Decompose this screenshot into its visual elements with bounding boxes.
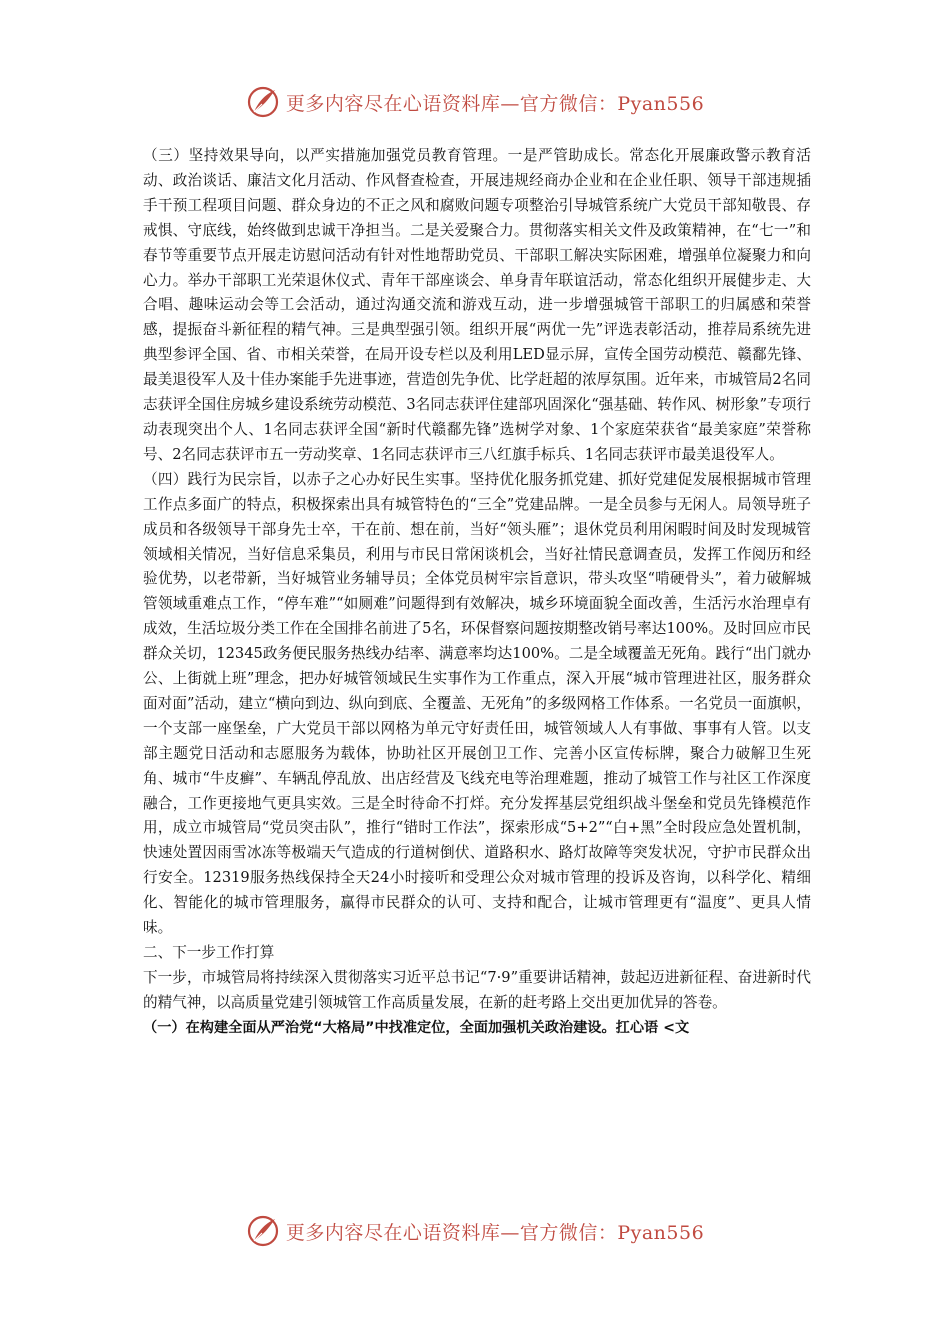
paragraph-section-4: （四）践行为民宗旨，以赤子之心办好民生实事。坚持优化服务抓党建、抓好党建促发展根据城市管理工作点多面广的特点，积极探索出具有城管特色的“三全”党建品牌。一是全员参与无闲人。局领导班子成员和各级领导干部身先士卒，干在前、想在前，当好“领头雁”；退休党员利用闲暇时间及时发现城管领域相关情况，当好信息采集员，利用与市民日常闲谈机会，当好社情民意调查员，发挥工作阅历和经验优势，以老带新，当好城管业务辅导员；全体党员树牢宗旨意识，带头攻坚“啃硬骨头”，着力破解城管领域重难点工作，“停车难”“如厕难”问题得到有效解决，城乡环境面貌全面改善，生活污水治理卓有成效，生活垃圾分类工作在全国排名前进了5名，环保督察问题按期整改销号率达100%。及时回应市民群众关切，12345政务便民服务热线办结率、满意率均达100%。二是全域覆盖无死角。践行“出门就办公、上街就上班”理念，把办好城管领域民生实事作为工作重点，深入开展“城市管理进社区，服务群众面对面”活动，建立“横向到边、纵向到底、全覆盖、无死角”的多级网格工作体系。一名党员一面旗帜，一个支部一座堡垒，广大党员干部以网格为单元守好责任田，城管领域人人有事做、事事有人管。以支部主题党日活动和志愿服务为载体，协助社区开展创卫工作、完善小区宣传标牌，聚合力破解卫生死角、城市“牛皮癣”、车辆乱停乱放、出店经营及飞线充电等治理难题，推动了城管工作与社区工作深度融合，工作更接地气更具实效。三是全时待命不打烊。充分发挥基层党组织战斗堡垒和党员先锋模范作用，成立市城管局“党员突击队”，推行“错时工作法”，探索形成“5+2”“白+黑”全时段应急处置机制，快速处置因雨雪冰冻等极端天气造成的行道树倒伏、道路积水、路灯故障等突发状况，守护市民群众出行安全。12319服务热线保持全天24小时接听和受理公众对城市管理的投诉及咨询，以科学化、精细化、智能化的城市管理服务，赢得市民群众的认可、支持和配合，让城市管理更有“温度”、更具人情味。 — [143, 470, 811, 937]
watermark-text: 更多内容尽在心语资料库—官方微信：Pyan556 — [285, 92, 705, 115]
watermark-banner-top — [0, 80, 950, 124]
document-body — [143, 144, 811, 1041]
feather-pen-logo-icon — [246, 85, 280, 119]
watermark-banner-bottom — [0, 1209, 950, 1253]
subheading-part-1: （一）在构建全面从严治党“大格局”中找准定位，全面加强机关政治建设。扛心语 <文 — [143, 1019, 690, 1036]
heading-next-steps: 二、下一步工作打算 — [143, 944, 275, 961]
feather-pen-logo-icon — [246, 1214, 280, 1248]
paragraph-section-3: （三）坚持效果导向，以严实措施加强党员教育管理。一是严管助成长。常态化开展廉政警示教育活动、政治谈话、廉洁文化月活动、作风督查检查，开展违规经商办企业和在企业任职、领导干部违规插手干预工程项目问题、群众身边的不正之风和腐败问题专项整治引导城管系统广大党员干部知敬畏、存戒惧、守底线，始终做到忠诚干净担当。二是关爱聚合力。贯彻落实相关文件及政策精神，在“七一”和春节等重要节点开展走访慰问活动有针对性地帮助党员、干部职工解决实际困难，增强单位凝聚力和向心力。举办干部职工光荣退休仪式、青年干部座谈会、单身青年联谊活动，常态化组织开展健步走、大合唱、趣味运动会等工会活动，通过沟通交流和游戏互动，进一步增强城管干部职工的归属感和荣誉感，提振奋斗新征程的精气神。三是典型强引领。组织开展“两优一先”评选表彰活动，推荐局系统先进典型参评全国、省、市相关荣誉，在局开设专栏以及利用LED显示屏，宣传全国劳动模范、赣鄱先锋、最美退役军人及十佳办案能手先进事迹，营造创先争优、比学赶超的浓厚氛围。近年来，市城管局2名同志获评全国住房城乡建设系统劳动模范、3名同志获评住建部巩固深化“强基础、转作风、树形象”专项行动表现突出个人、1名同志获评全国“新时代赣鄱先锋”选树学对象、1个家庭荣获省“最美家庭”荣誉称号、2名同志获评市五一劳动奖章、1名同志获评市三八红旗手标兵、1名同志获评市最美退役军人。 — [143, 147, 811, 463]
watermark-text: 更多内容尽在心语资料库—官方微信：Pyan556 — [285, 1221, 705, 1244]
paragraph-next-steps-intro: 下一步，市城管局将持续深入贯彻落实习近平总书记“7·9”重要讲话精神，鼓起迈进新征程、奋进新时代的精气神，以高质量党建引领城管工作高质量发展，在新的赶考路上交出更加优异的答卷。 — [143, 968, 811, 1011]
